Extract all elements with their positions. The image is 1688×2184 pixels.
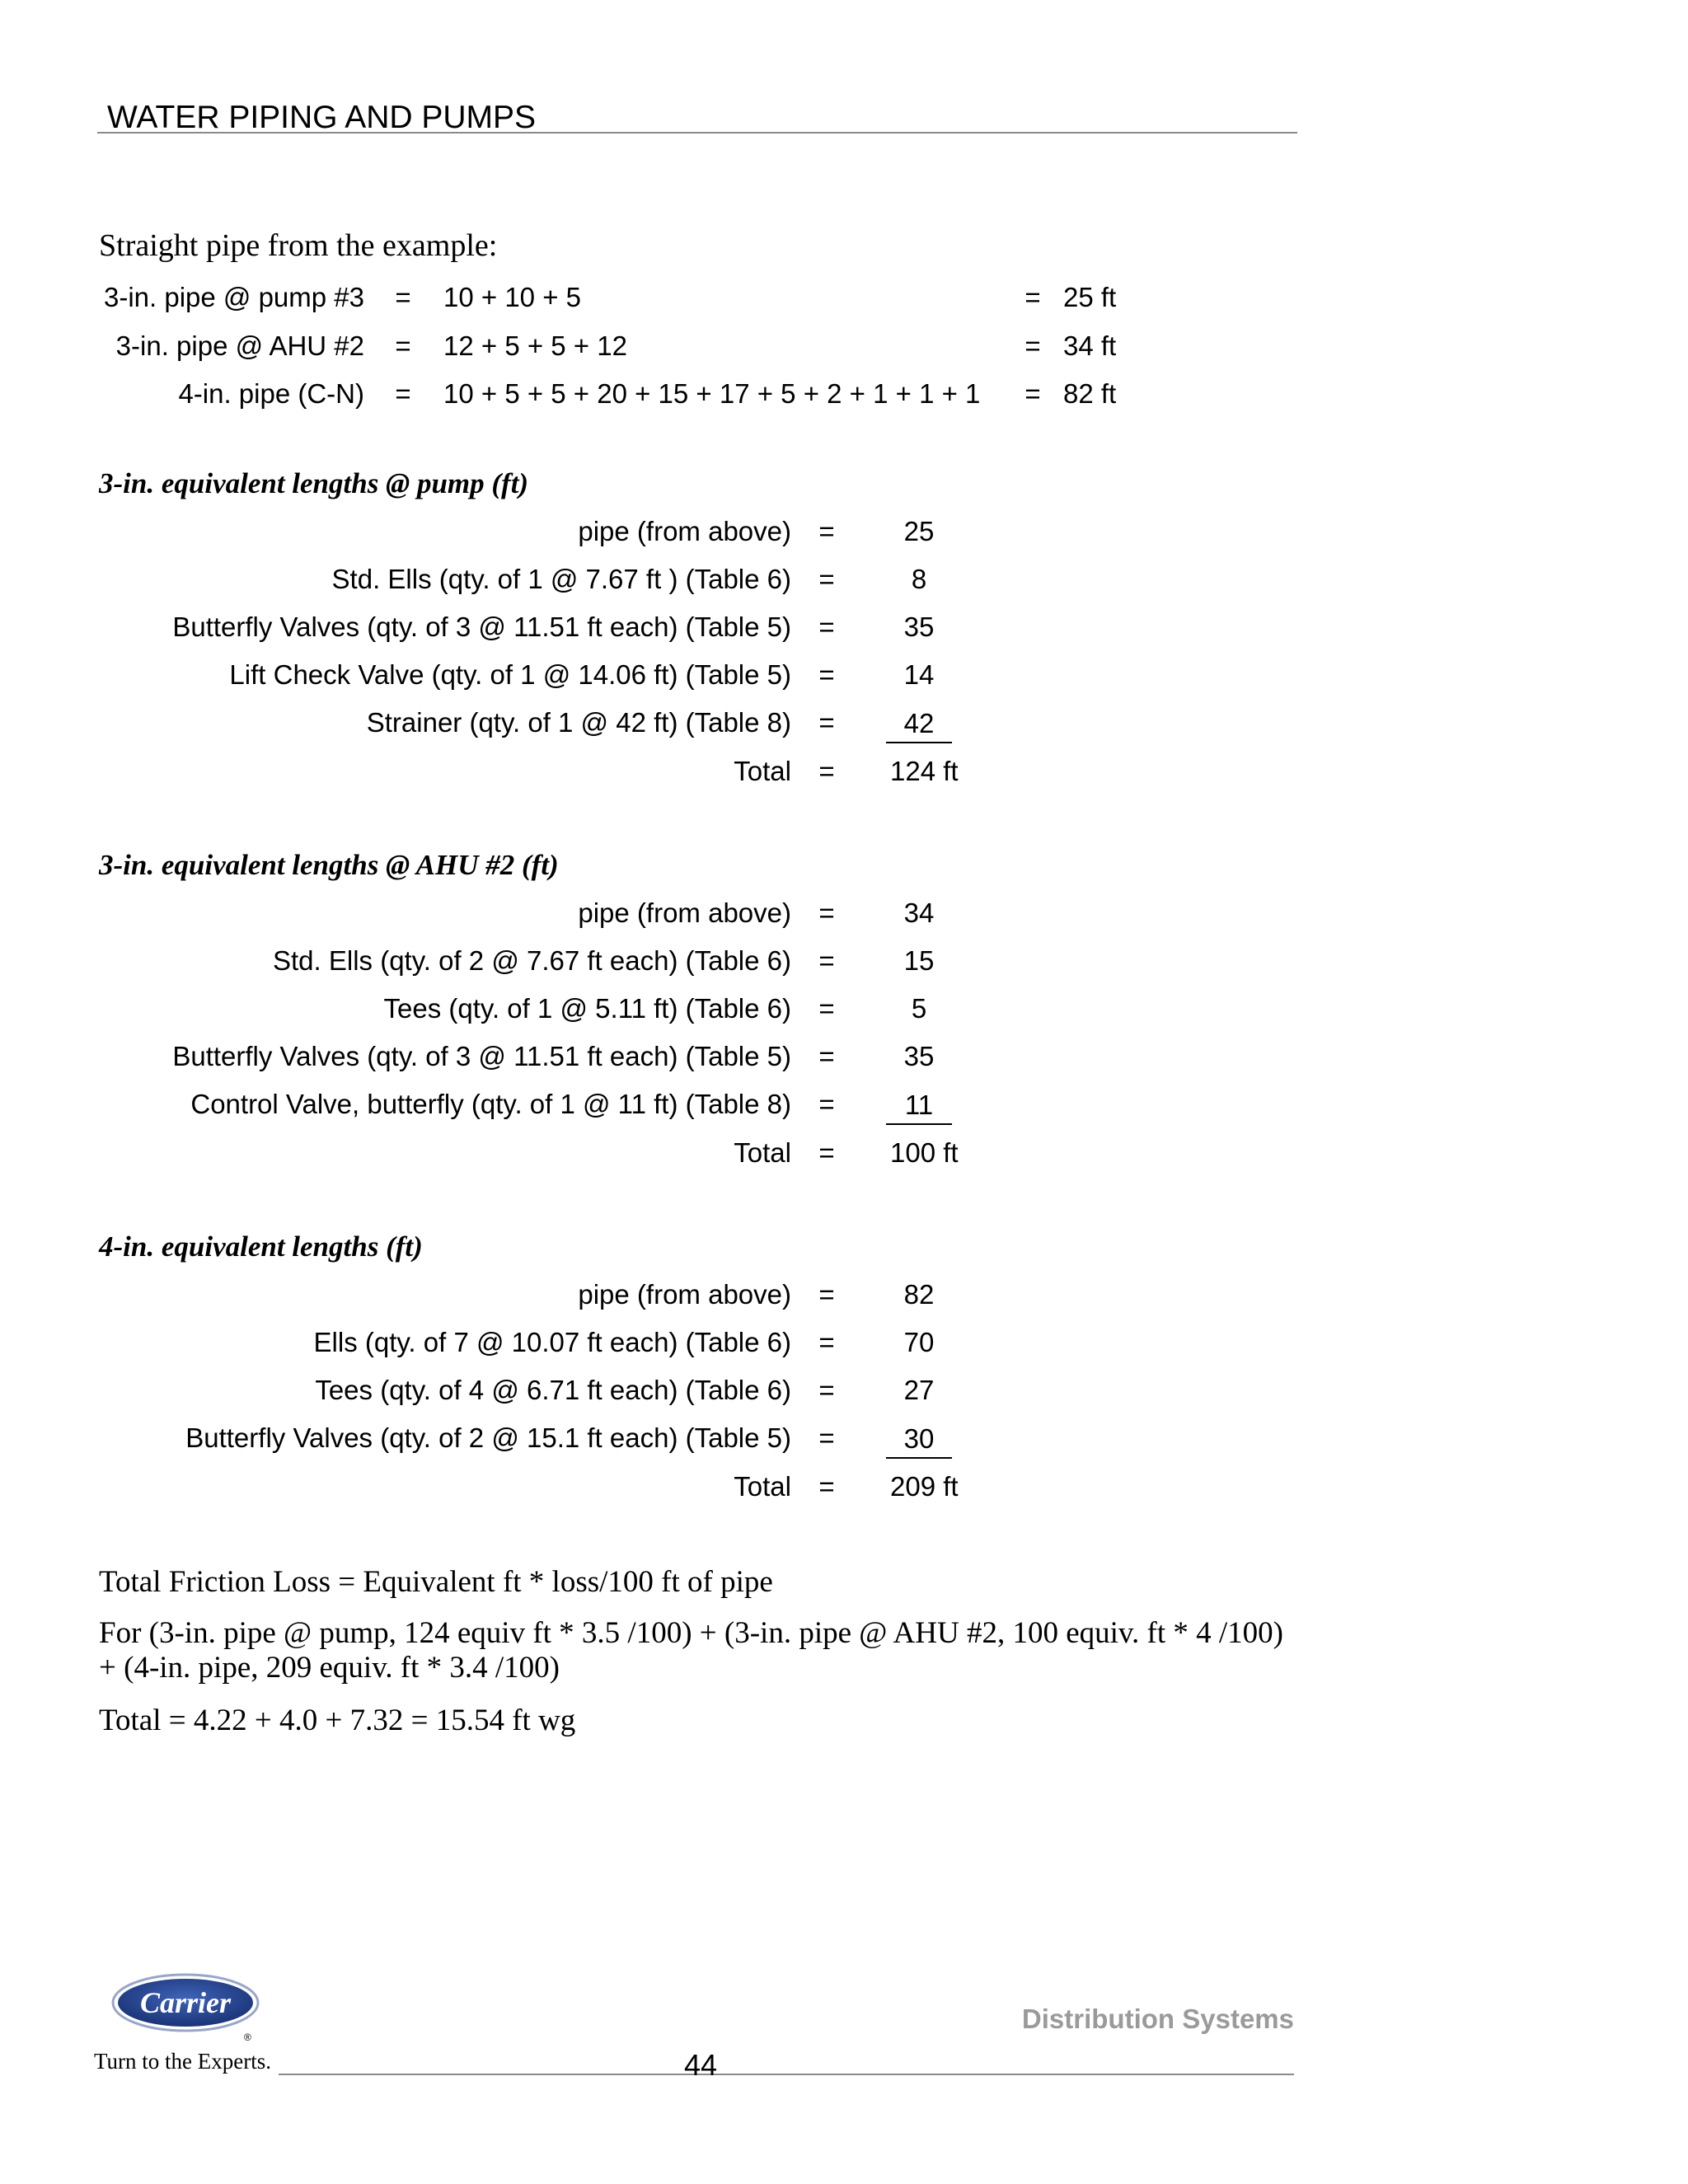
- page-header-title: WATER PIPING AND PUMPS: [107, 100, 537, 135]
- equiv-row-value: 27: [903, 1375, 935, 1405]
- equiv-row-label: Std. Ells (qty. of 2 @ 7.67 ft each) (Table 6): [273, 945, 791, 976]
- equiv-row-value: 35: [903, 1041, 935, 1071]
- straight-pipe-equals: =: [395, 330, 411, 361]
- equiv-row-value: 82: [903, 1279, 935, 1310]
- straight-pipe-label: 4-in. pipe (C-N): [178, 378, 364, 409]
- equiv-row-equals: =: [818, 898, 835, 928]
- equiv-row-equals: =: [818, 1279, 835, 1310]
- equiv-total-value: 100 ft: [890, 1137, 959, 1168]
- equiv-row-equals: =: [818, 612, 835, 642]
- equiv-row-label: Control Valve, butterfly (qty. of 1 @ 11 ft) (Table 8): [190, 1089, 791, 1119]
- equiv-row-label: Butterfly Valves (qty. of 3 @ 11.51 ft each) (Table 5): [172, 1041, 791, 1071]
- header-rule: [97, 132, 1297, 134]
- logo-tagline: Turn to the Experts.: [94, 2049, 271, 2074]
- equiv-total-label: Total: [734, 1471, 791, 1502]
- equiv-row-label: Lift Check Valve (qty. of 1 @ 14.06 ft) (Table 5): [229, 659, 791, 690]
- straight-pipe-expression: 12 + 5 + 5 + 12: [443, 330, 627, 361]
- equiv-row-value: 14: [903, 659, 935, 690]
- equiv-row-label: Ells (qty. of 7 @ 10.07 ft each) (Table 6): [313, 1327, 791, 1357]
- equiv-row-equals: =: [818, 659, 835, 690]
- equiv-row-value: 34: [903, 898, 935, 928]
- friction-calc-line-continued: + (4-in. pipe, 209 equiv. ft * 3.4 /100): [99, 1651, 560, 1685]
- equiv-total-equals: =: [818, 756, 835, 786]
- straight-pipe-expression: 10 + 5 + 5 + 20 + 15 + 17 + 5 + 2 + 1 + 1 + 1: [443, 378, 981, 409]
- equiv-row-value: 5: [911, 993, 927, 1024]
- page-number: 44: [683, 2048, 718, 2082]
- straight-pipe-equals: =: [1025, 378, 1041, 409]
- equiv-row-label: Std. Ells (qty. of 1 @ 7.67 ft ) (Table 6): [331, 564, 791, 594]
- equiv-row-label: Butterfly Valves (qty. of 2 @ 15.1 ft each) (Table 5): [185, 1422, 791, 1453]
- equiv-row-equals: =: [818, 1422, 835, 1453]
- equiv-row-label: pipe (from above): [578, 898, 791, 928]
- equiv-row-equals: =: [818, 564, 835, 594]
- equiv-row-label: pipe (from above): [578, 1279, 791, 1310]
- equiv-row-label: Butterfly Valves (qty. of 3 @ 11.51 ft each) (Table 5): [172, 612, 791, 642]
- friction-total: Total = 4.22 + 4.0 + 7.32 = 15.54 ft wg: [99, 1704, 576, 1737]
- equiv-row-value: 70: [903, 1327, 935, 1357]
- equiv-total-label: Total: [734, 756, 791, 786]
- registered-mark: ®: [244, 2032, 251, 2043]
- footer-section-title: Distribution Systems: [1021, 2004, 1294, 2034]
- equiv-total-equals: =: [818, 1137, 835, 1168]
- friction-formula: Total Friction Loss = Equivalent ft * loss/100 ft of pipe: [99, 1565, 773, 1599]
- carrier-logo: [107, 1970, 264, 2048]
- equiv-row-value: 25: [903, 516, 935, 546]
- equiv-row-value: 8: [911, 564, 927, 594]
- equiv-total-equals: =: [818, 1471, 835, 1502]
- straight-pipe-equals: =: [395, 282, 411, 312]
- straight-pipe-label: 3-in. pipe @ AHU #2: [115, 330, 364, 361]
- footer-rule: [279, 2074, 1294, 2075]
- equiv-row-label: Tees (qty. of 1 @ 5.11 ft) (Table 6): [383, 993, 791, 1024]
- straight-pipe-equals: =: [1025, 330, 1041, 361]
- equiv-row-value-underlined: 42: [886, 707, 952, 743]
- equiv-row-value-underlined: 30: [886, 1422, 952, 1459]
- straight-pipe-result: 25 ft: [1063, 282, 1117, 312]
- equiv-row-equals: =: [818, 1041, 835, 1071]
- straight-pipe-label: 3-in. pipe @ pump #3: [103, 282, 364, 312]
- equiv-row-label: pipe (from above): [578, 516, 791, 546]
- equiv-row-equals: =: [818, 707, 835, 738]
- section-title-ahu: 3-in. equivalent lengths @ AHU #2 (ft): [99, 849, 559, 881]
- equiv-row-equals: =: [818, 945, 835, 976]
- equiv-row-value-underlined: 11: [886, 1089, 952, 1125]
- straight-pipe-equals: =: [1025, 282, 1041, 312]
- equiv-row-label: Tees (qty. of 4 @ 6.71 ft each) (Table 6): [315, 1375, 791, 1405]
- straight-pipe-result: 34 ft: [1063, 330, 1117, 361]
- equiv-row-equals: =: [818, 993, 835, 1024]
- equiv-row-value: 15: [903, 945, 935, 976]
- equiv-row-value: 35: [903, 612, 935, 642]
- friction-calc-line: For (3-in. pipe @ pump, 124 equiv ft * 3.5 /100) + (3-in. pipe @ AHU #2, 100 equiv. ft * 4 /100): [99, 1616, 1283, 1650]
- straight-pipe-result: 82 ft: [1063, 378, 1117, 409]
- section-title-4in: 4-in. equivalent lengths (ft): [99, 1230, 423, 1263]
- logo-wordmark: Carrier: [139, 1986, 232, 2019]
- equiv-row-equals: =: [818, 516, 835, 546]
- equiv-row-equals: =: [818, 1375, 835, 1405]
- equiv-row-label: Strainer (qty. of 1 @ 42 ft) (Table 8): [366, 707, 791, 738]
- equiv-row-equals: =: [818, 1327, 835, 1357]
- section-title-pump: 3-in. equivalent lengths @ pump (ft): [99, 467, 529, 499]
- straight-pipe-equals: =: [395, 378, 411, 409]
- equiv-total-value: 209 ft: [890, 1471, 959, 1502]
- straight-pipe-expression: 10 + 10 + 5: [443, 282, 581, 312]
- equiv-total-label: Total: [734, 1137, 791, 1168]
- equiv-row-equals: =: [818, 1089, 835, 1119]
- intro-text: Straight pipe from the example:: [99, 228, 498, 263]
- equiv-total-value: 124 ft: [890, 756, 959, 786]
